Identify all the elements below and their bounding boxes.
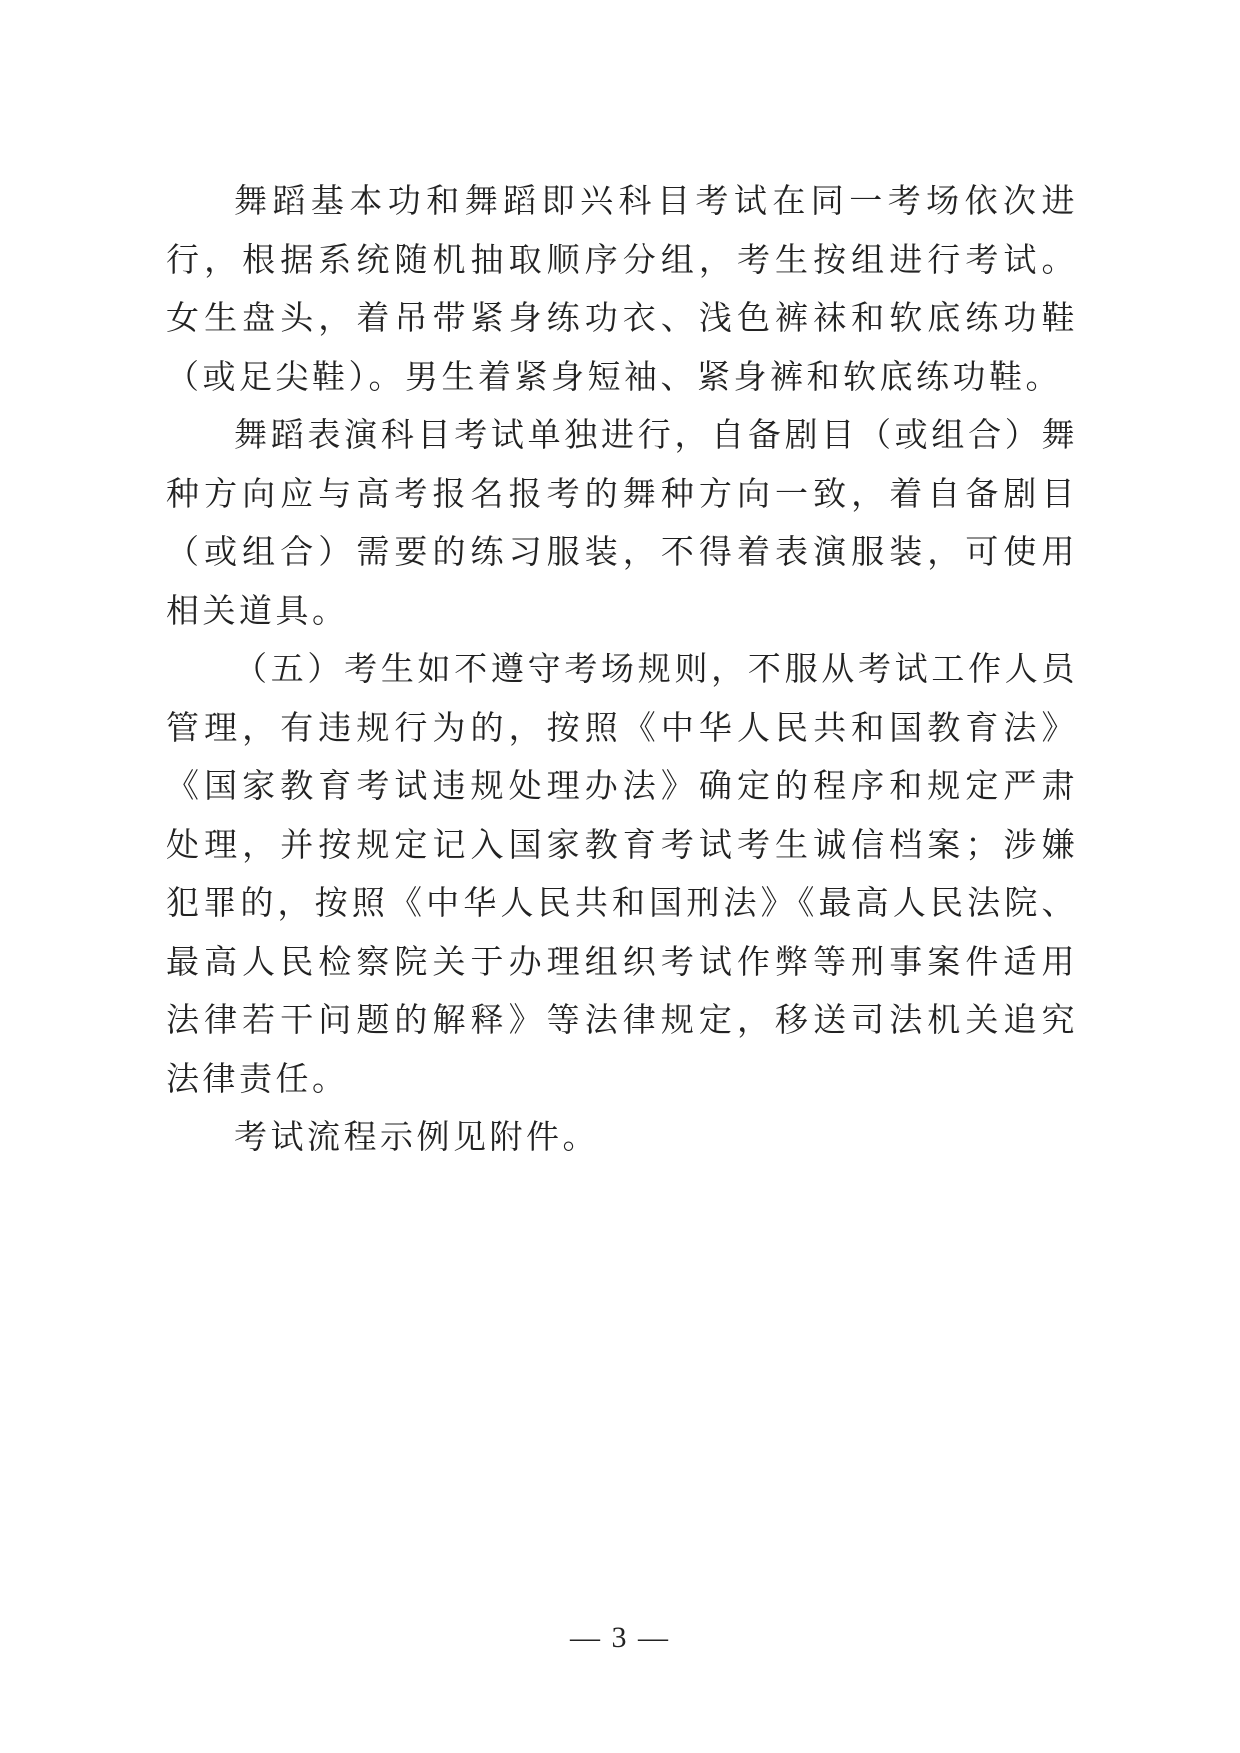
page-number: — 3 — <box>570 1621 670 1654</box>
paragraph-attachment-note: 考试流程示例见附件。 <box>234 1117 599 1156</box>
paragraph-dance-basics: 舞蹈基本功和舞蹈即兴科目考试在同一考场依次进行，根据系统随机抽取顺序分组，考生按组进行考试。女生盘头，着吊带紧身练功衣、浅色裤袜和软底练功鞋（或足尖鞋）。男生着紧身短袖、紧身裤和软底练功鞋。 <box>166 181 1078 396</box>
paragraph-dance-performance: 舞蹈表演科目考试单独进行，自备剧目（或组合）舞种方向应与高考报名报考的舞种方向一致，着自备剧目（或组合）需要的练习服装，不得着表演服装，可使用相关道具。 <box>166 415 1078 630</box>
document-body <box>166 172 1078 1167</box>
paragraph-rule-violations: （五）考生如不遵守考场规则，不服从考试工作人员管理，有违规行为的，按照《中华人民共和国教育法》《国家教育考试违规处理办法》确定的程序和规定严肃处理，并按规定记入国家教育考试考生诚信档案；涉嫌犯罪的，按照《中华人民共和国刑法》《最高人民法院、最高人民检察院关于办理组织考试作弊等刑事案件适用法律若干问题的解释》等法律规定，移送司法机关追究法律责任。 <box>166 649 1078 1098</box>
